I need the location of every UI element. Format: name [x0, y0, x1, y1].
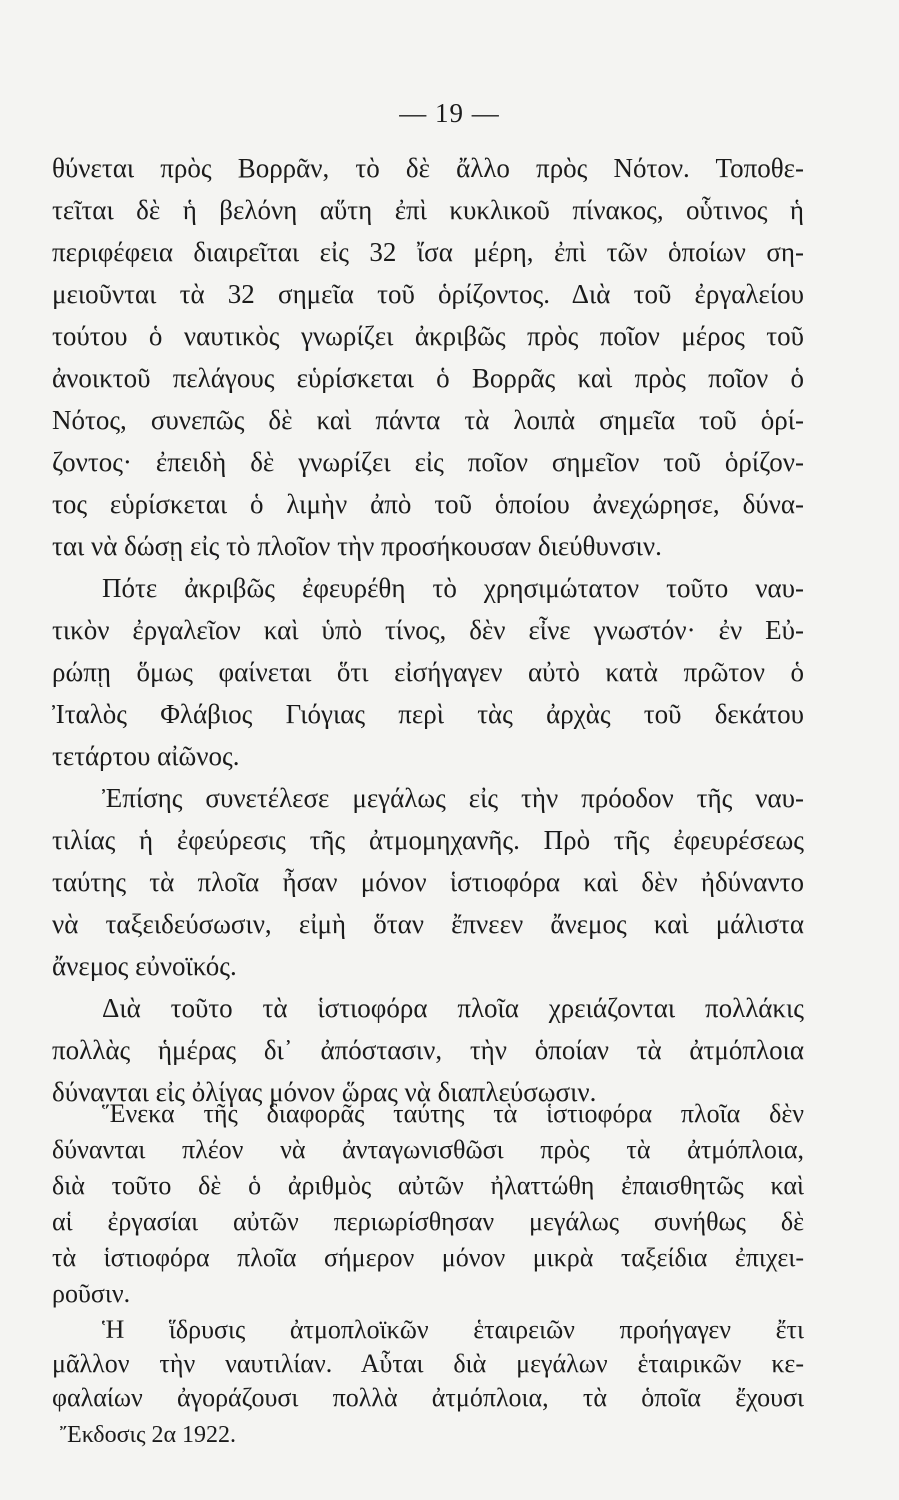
text-line: φαλαίων ἀγοράζουσι πολλὰ ἀτμόπλοια, τὰ ὁποῖα ἔχουσι [52, 1383, 804, 1412]
text-line: Ἰταλὸς Φλάβιος Γιόγιας περὶ τὰς ἀρχὰς τοῦ δεκάτου [52, 699, 804, 729]
text-line: ρώπῃ ὅμως φαίνεται ὅτι εἰσήγαγεν αὐτὸ κατὰ πρῶτον ὁ [52, 657, 804, 687]
edition-footer: Ἔκδοσις 2α 1922. [60, 1422, 237, 1448]
text-line: Διὰ τοῦτο τὰ ἱστιοφόρα πλοῖα χρειάζονται πολλάκις [102, 993, 804, 1023]
text-line: διὰ τοῦτο δὲ ὁ ἀριθμὸς αὐτῶν ἠλαττώθη ἐπαισθητῶς καὶ [52, 1171, 804, 1200]
text-line: Νότος, συνεπῶς δὲ καὶ πάντα τὰ λοιπὰ σημεῖα τοῦ ὁρί- [52, 405, 804, 435]
text-line: Ἕνεκα τῆς διαφορᾶς ταύτης τὰ ἱστιοφόρα πλοῖα δὲν [102, 1099, 804, 1128]
text-line: δύνανται πλέον νὰ ἀνταγωνισθῶσι πρὸς τὰ ἀτμόπλοια, [52, 1135, 804, 1164]
text-line: νὰ ταξειδεύσωσιν, εἰμὴ ὅταν ἔπνεεν ἄνεμος καὶ μάλιστα [52, 909, 804, 939]
text-line: αἱ ἐργασίαι αὐτῶν περιωρίσθησαν μεγάλως συνήθως δὲ [52, 1207, 804, 1236]
text-line: πολλὰς ἡμέρας δι᾽ ἀπόστασιν, τὴν ὁποίαν τὰ ἀτμόπλοια [52, 1035, 804, 1065]
text-line: Ἡ ἵδρυσις ἀτμοπλοϊκῶν ἑταιρειῶν προήγαγεν ἔτι [102, 1315, 804, 1344]
text-line: τος εὑρίσκεται ὁ λιμὴν ἀπὸ τοῦ ὁποίου ἀνεχώρησε, δύνα- [52, 489, 804, 519]
text-line: τούτου ὁ ναυτικὸς γνωρίζει ἀκριβῶς πρὸς ποῖον μέρος τοῦ [52, 321, 804, 351]
page-number: — 19 — [399, 98, 500, 128]
text-line: δύνανται εἰς ὀλίγας μόνον ὥρας νὰ διαπλεύσωσιν. [52, 1077, 597, 1107]
text-line: τετάρτου αἰῶνος. [52, 741, 240, 771]
text-line: ταύτης τὰ πλοῖα ἦσαν μόνον ἱστιοφόρα καὶ δὲν ἠδύναντο [52, 867, 804, 897]
text-line: θύνεται πρὸς Βορρᾶν, τὸ δὲ ἄλλο πρὸς Νότον. Τοποθε- [52, 153, 804, 183]
text-line: ἀνοικτοῦ πελάγους εὑρίσκεται ὁ Βορρᾶς καὶ πρὸς ποῖον ὁ [52, 363, 804, 393]
text-line: ζοντος· ἐπειδὴ δὲ γνωρίζει εἰς ποῖον σημεῖον τοῦ ὁρίζον- [52, 447, 804, 477]
text-line: τικὸν ἐργαλεῖον καὶ ὑπὸ τίνος, δὲν εἶνε γνωστόν· ἐν Εὐ- [52, 615, 804, 645]
text-line: μᾶλλον τὴν ναυτιλίαν. Αὗται διὰ μεγάλων ἑταιρικῶν κε- [52, 1349, 804, 1378]
text-line: ροῦσιν. [52, 1279, 131, 1308]
text-line: τιλίας ἡ ἐφεύρεσις τῆς ἀτμομηχανῆς. Πρὸ τῆς ἐφευρέσεως [52, 825, 804, 855]
text-line: τὰ ἱστιοφόρα πλοῖα σήμερον μόνον μικρὰ ταξείδια ἐπιχει- [52, 1243, 804, 1272]
text-line: τεῖται δὲ ἡ βελόνη αὕτη ἐπὶ κυκλικοῦ πίνακος, οὗτινος ἡ [52, 195, 804, 225]
text-line: ται νὰ δώσῃ εἰς τὸ πλοῖον τὴν προσήκουσαν διεύθυνσιν. [52, 531, 662, 561]
text-line: περιφέφεια διαιρεῖται εἰς 32 ἴσα μέρη, ἐπὶ τῶν ὁποίων ση- [52, 237, 804, 267]
text-line: Πότε ἀκριβῶς ἐφευρέθη τὸ χρησιμώτατον τοῦτο ναυ- [102, 573, 804, 603]
text-line: ἄνεμος εὐνοϊκός. [52, 951, 237, 981]
text-line: Ἐπίσης συνετέλεσε μεγάλως εἰς τὴν πρόοδον τῆς ναυ- [102, 783, 804, 813]
text-line: μειοῦνται τὰ 32 σημεῖα τοῦ ὁρίζοντος. Διὰ τοῦ ἐργαλείου [52, 279, 804, 309]
